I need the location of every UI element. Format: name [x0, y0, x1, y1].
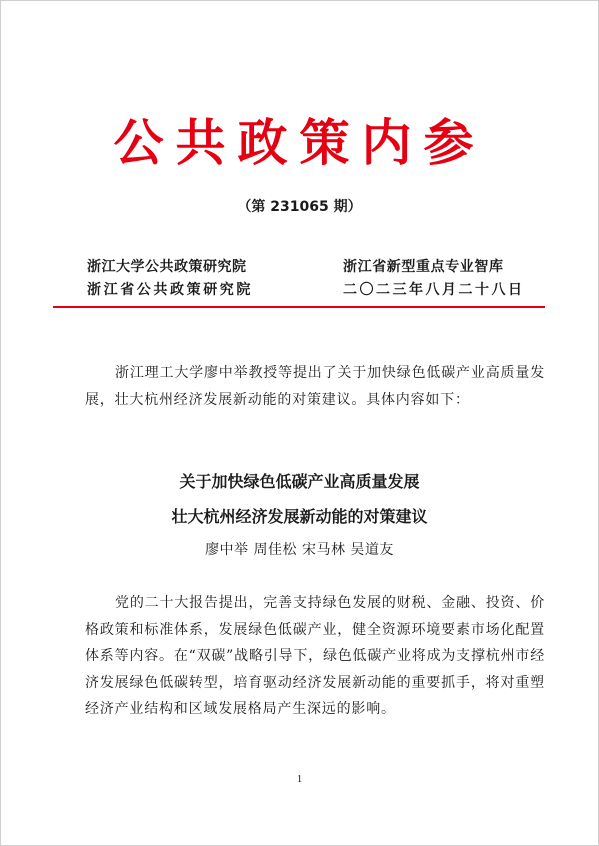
body-paragraph: 党的二十大报告提出，完善支持绿色发展的财税、金融、投资、价格政策和标准体系，发展绿色低碳产业，健全资源环境要素市场化配置体系等内容。在“双碳”战略引导下，绿色低碳产业将成为支撑杭州市经济发展绿色低碳转型，培育驱动经济发展新动能的重要抓手，将对重塑经济产业结构和区域发展格局产生深远的影响。 [85, 595, 545, 717]
article-title-line-2: 壮大杭州经济发展新动能的对策建议 [171, 507, 428, 526]
publication-date: 二〇二三年八月二十八日 [343, 282, 525, 298]
article-authors: 廖中举 周佳松 宋马林 吴道友 [205, 542, 394, 558]
page-number: 1 [296, 773, 303, 785]
issue-number: （第 231065 期） [237, 199, 362, 215]
header-divider [53, 306, 545, 308]
organization-right-1: 浙江省新型重点专业智库 [343, 259, 504, 275]
masthead-title: 公共政策内参 [113, 113, 486, 172]
intro-paragraph: 浙江理工大学廖中举教授等提出了关于加快绿色低碳产业高质量发展，壮大杭州经济发展新动能的对策建议。具体内容如下： [85, 365, 545, 408]
organization-left-2: 浙江省公共政策研究院 [87, 282, 253, 298]
article-title-line-1: 关于加快绿色低碳产业高质量发展 [179, 472, 420, 491]
organization-left-1: 浙江大学公共政策研究院 [87, 259, 247, 275]
